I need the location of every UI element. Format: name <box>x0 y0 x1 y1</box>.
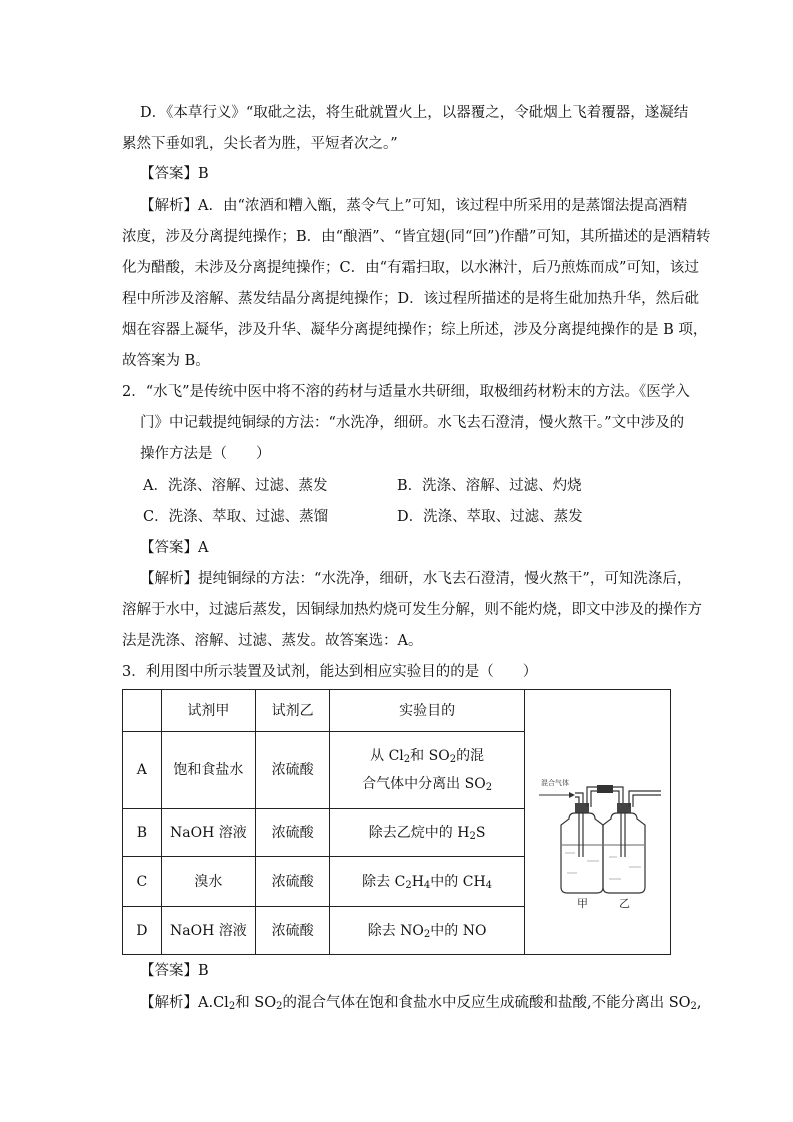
q1-answer <box>140 164 209 184</box>
answer-tag: 【答案】 <box>140 540 198 556</box>
header-cell-jia: 试剂甲 <box>161 690 255 732</box>
q2-option-d: D．洗涤、萃取、过滤、蒸发 <box>397 509 583 525</box>
table-header-row <box>123 690 671 732</box>
outlet-tube <box>629 791 661 807</box>
q1-option-d-line1: D．《本草行义》“取砒之法，将生砒就置火上，以器覆之，令砒烟上飞着覆器，遂凝结 <box>140 105 689 121</box>
row-label: C <box>123 857 162 907</box>
q1-analysis-line3: 化为醋酸，未涉及分离提纯操作；C．由“有霜扫取，以水淋汁，后乃煎炼而成”可知，该过 <box>122 260 699 276</box>
analysis-tag: 【解析】 <box>140 571 198 587</box>
q1-analysis-line2: 浓度，涉及分离提纯操作；B．由“酿酒”、“皆宜翅(同“回”)作醋”可知，其所描述的是酒精转 <box>122 229 711 245</box>
answer-value: A <box>198 540 209 556</box>
q2-stem-line2: 门》中记载提纯铜绿的方法：“水洗净，细研。水飞去石澄清，慢火熬干。”文中涉及的 <box>140 415 685 431</box>
reagent-yi: 浓硫酸 <box>256 907 330 955</box>
gas-washing-apparatus-diagram <box>525 707 670 929</box>
reagent-jia: NaOH 溶液 <box>161 907 255 955</box>
q2-option-c: C．洗涤、萃取、过滤、蒸馏 <box>143 509 329 525</box>
answer-value: B <box>198 166 209 182</box>
q2-stem-line1: 2．“水飞”是传统中医中将不溶的药材与适量水共研细，取极细药材粉末的方法。《医学入 <box>122 384 690 400</box>
q2-analysis-line3: 法是洗涤、溶解、过滤、蒸发。故答案选：A。 <box>122 633 423 649</box>
q3-table <box>122 689 671 955</box>
purpose-cell: 除去 $NO_2$中的 NO <box>330 907 525 955</box>
inlet-arrow-head <box>569 792 575 798</box>
q2-option-b: B．洗涤、溶解、过滤、灼烧 <box>397 478 582 494</box>
q2-option-a: A．洗涤、溶解、过滤、蒸发 <box>143 478 328 494</box>
q1-analysis-line5: 烟在容器上凝华，涉及升华、凝华分离提纯操作；综上所述，涉及分离提纯操作的是 B 项， <box>122 322 708 338</box>
q1-option-d-line2: 累然下垂如乳，尖长者为胜，平短者次之。” <box>122 136 398 152</box>
header-cell-yi: 试剂乙 <box>256 690 330 732</box>
q2-analysis-line2: 溶解于水中，过滤后蒸发，因铜绿加热灼烧可发生分解，则不能灼烧，即文中涉及的操作方 <box>122 602 702 618</box>
q2-stem-line3: 操作方法是（ ） <box>140 446 271 462</box>
analysis-tag: 【解析】 <box>140 198 198 214</box>
header-cell-purpose: 实验目的 <box>330 690 525 732</box>
row-label: A <box>123 732 162 809</box>
q1-analysis-line1: 【解析】A．由“浓酒和糟入甑，蒸令气上”可知，该过程中所采用的是蒸馏法提高酒精 <box>140 198 688 214</box>
reagent-jia: 溴水 <box>161 857 255 907</box>
purpose-cell: 除去乙烷中的 $H_2S$ <box>330 809 525 857</box>
rubber-joint <box>597 785 613 793</box>
analysis-tag: 【解析】 <box>140 995 198 1011</box>
answer-tag: 【答案】 <box>140 166 198 182</box>
header-cell-empty <box>123 690 162 732</box>
purpose-cell: 除去 $C_2H_4$中的 $CH_4$ <box>330 857 525 907</box>
reagent-yi: 浓硫酸 <box>256 809 330 857</box>
q2-analysis-line1: 【解析】提纯铜绿的方法：“水洗净，细研，水飞去石澄清，慢火熬干”，可知洗涤后， <box>140 571 692 587</box>
reagent-yi: 浓硫酸 <box>256 857 330 907</box>
reagent-yi: 浓硫酸 <box>256 732 330 809</box>
inlet-label: 混合气体 <box>540 780 569 787</box>
bottle-yi <box>603 813 645 893</box>
q1-analysis-line6: 故答案为 B。 <box>122 353 210 369</box>
q2-answer <box>140 538 208 558</box>
reagent-jia: 饱和食盐水 <box>161 732 255 809</box>
q3-answer <box>140 961 209 981</box>
answer-tag: 【答案】 <box>140 963 198 979</box>
q1-analysis-line4: 程中所涉及溶解、蒸发结晶分离提纯操作；D．该过程所描述的是将生砒加热升华，然后砒 <box>122 291 700 307</box>
q3-analysis-line1: 【解析】$A.Cl_2$和 $SO_2$的混合气体在饱和食盐水中反应生成硫酸和盐酸,不能分离出 $SO_2$, <box>140 995 702 1012</box>
bottle-yi-label: 乙 <box>618 897 630 910</box>
row-label: D <box>123 907 162 955</box>
row-label: B <box>123 809 162 857</box>
bottle-jia-label: 甲 <box>576 897 588 910</box>
apparatus-cell <box>524 690 670 955</box>
q3-stem: 3．利用图中所示装置及试剂，能达到相应实验目的的是（ ） <box>122 664 538 680</box>
purpose-cell: 从 $Cl_2$和 $SO_2$的混 合气体中分离出 $SO_2$ <box>330 732 525 809</box>
reagent-jia: NaOH 溶液 <box>161 809 255 857</box>
answer-value: B <box>198 963 209 979</box>
